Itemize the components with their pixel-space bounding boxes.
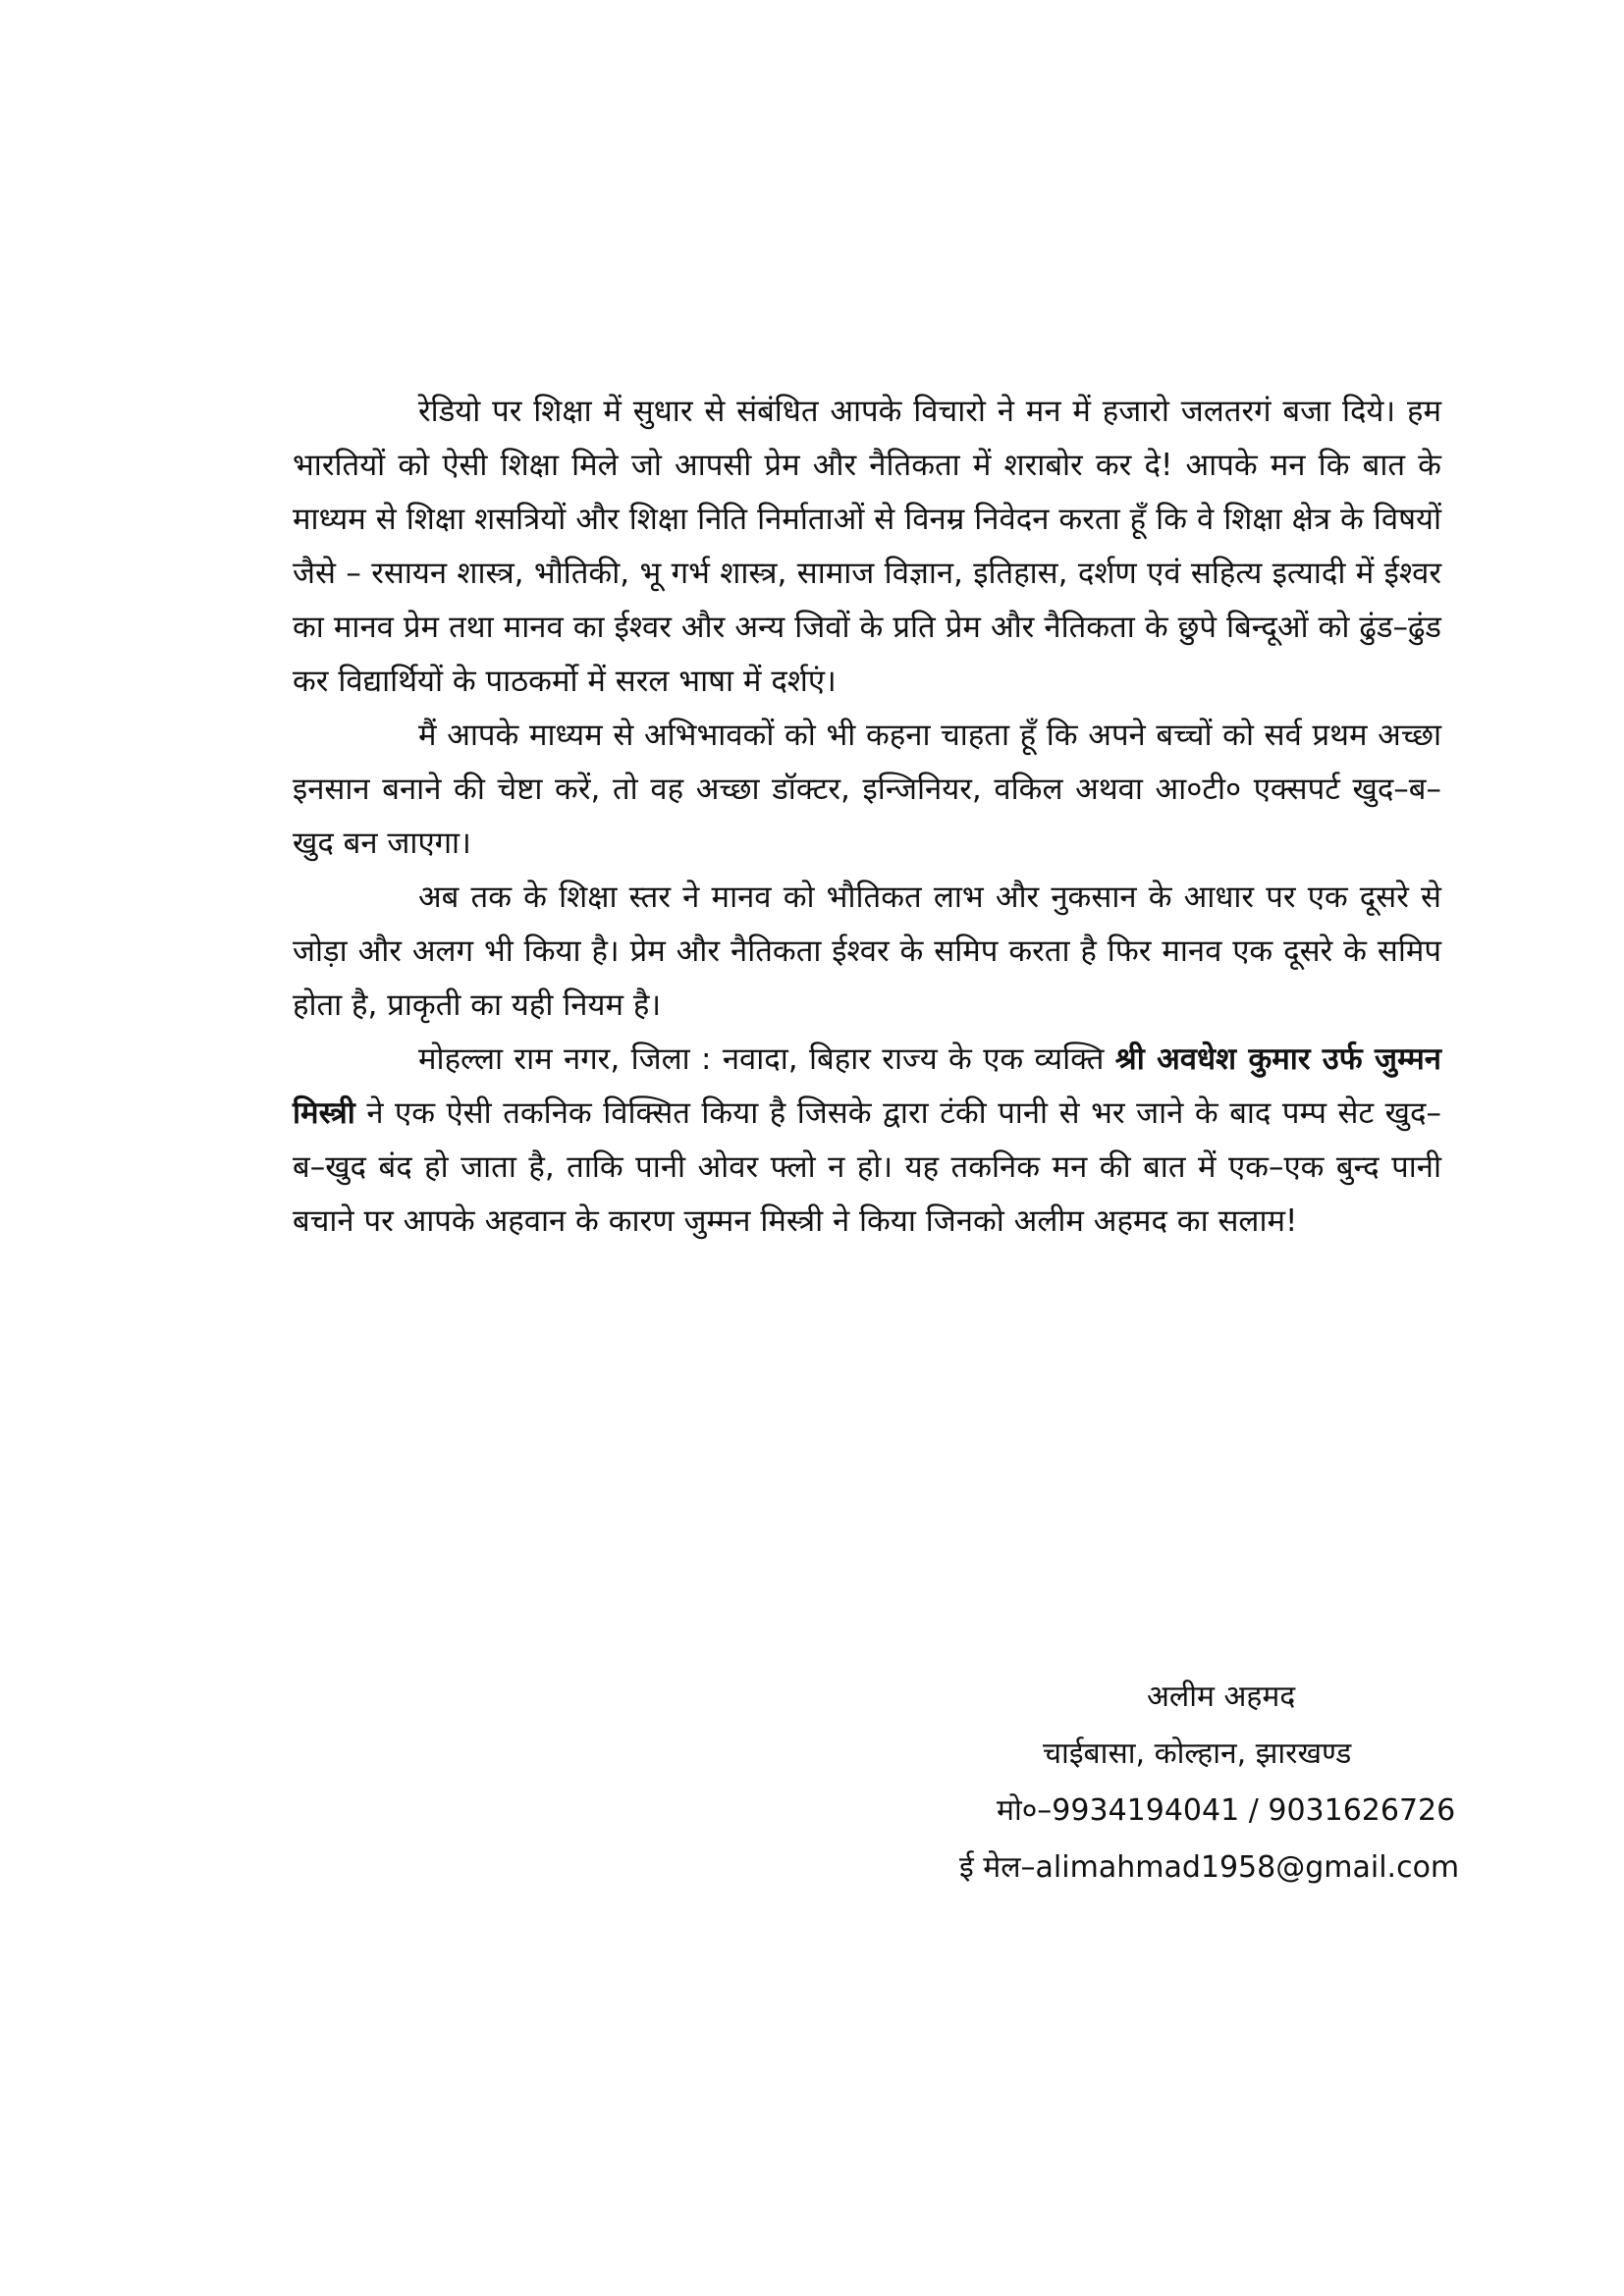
paragraph-education-reform: रेडियो पर शिक्षा में सुधार से संबंधित आपके विचारो ने मन में हजारो जलतरगं बजा दिये। हम भारतियों को ऐसी शिक्षा मिले जो आपसी प्रेम और नैतिकता में शराबोर कर दे! आपके मन कि बात के माध्यम से शिक्षा शसत्रियों और शिक्षा निति निर्माताओं से विनम्र निवेदन करता हूँ कि वे शिक्षा क्षेत्र के विषयों जैसे – रसायन शास्त्र, भौतिकी, भू गर्भ शास्त्र, सामाज विज्ञान, इतिहास, दर्शण एवं सहित्य इत्यादी में ईश्वर का मानव प्रेम तथा मानव का ईश्वर और अन्य जिवों के प्रति प्रेम और नैतिकता के छुपे बिन्दूओं को ढुंड–ढुंड कर विद्यार्थियों के पाठकर्मो में सरल भाषा में दर्शएं। bbox=[293, 394, 1441, 699]
signature-phone: मो०–9934194041 / 9031626726 bbox=[997, 1793, 1456, 1828]
inventor-name: श्री अवधेश कुमार उर्फ जुम्मन मिस्त्री bbox=[293, 1041, 1441, 1131]
paragraph-parents: मैं आपके माध्यम से अभिभावकों को भी कहना चाहता हूँ कि अपने बच्चों को सर्व प्रथम अच्छा इनसान बनाने की चेष्टा करें, तो वह अच्छा डॉक्टर, इन्जिनियर, वकिल अथवा आ०टी० एक्सपर्ट खुद–ब–खुद बन जाएगा। bbox=[293, 718, 1441, 861]
signature-email: ई मेल–alimahmad1958@gmail.com bbox=[959, 1850, 1460, 1885]
letter-body bbox=[293, 385, 1441, 1249]
signature-name: अलीम अहमद bbox=[1147, 1680, 1296, 1714]
invention-text-after: ने एक ऐसी तकनिक विक्सित किया है जिसके द्वारा टंकी पानी से भर जाने के बाद पम्प सेट खुद–ब–खुद बंद हो जाता है, ताकि पानी ओवर फ्लो न हो। यह तकनिक मन की बात में एक–एक बुन्द पानी बचाने पर आपके अहवान के कारण जुम्मन मिस्त्री ने किया जिनको अलीम अहमद का सलाम! bbox=[293, 1095, 1441, 1239]
paragraph-education-level: अब तक के शिक्षा स्तर ने मानव को भौतिकत लाभ और नुकसान के आधार पर एक दूसरे से जोड़ा और अलग भी किया है। प्रेम और नैतिकता ईश्वर के समिप करता है फिर मानव एक दूसरे के समिप होता है, प्राकृती का यही नियम है। bbox=[293, 880, 1441, 1023]
signature-place: चाईबासा, कोल्हान, झारखण्ड bbox=[1043, 1736, 1352, 1771]
signature-block bbox=[933, 1669, 1522, 1896]
invention-text-before: मोहल्ला राम नगर, जिला : नवादा, बिहार राज्य के एक व्यक्ति bbox=[418, 1041, 1115, 1077]
paragraph-invention bbox=[293, 1033, 1441, 1249]
